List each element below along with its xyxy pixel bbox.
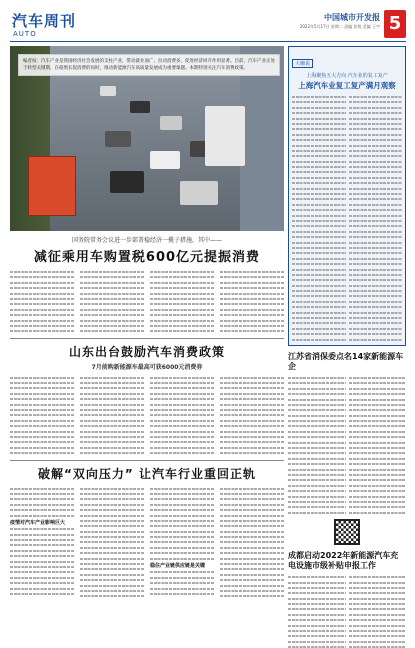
article1-kicker: 国务院常务会议进一步部署稳经济一揽子措施，其中—— [71,237,222,244]
article3-subhead1: 疫情对汽车产业影响巨大 [10,519,66,526]
page-number: 5 [384,10,406,38]
feature-box [288,46,406,346]
divider [10,338,284,339]
bus [28,156,76,216]
paper-name: 中国城市开发报 [324,13,380,22]
article3-headline: 破解“双向压力” 让汽车行业重回正轨 [38,466,256,481]
article1-body [10,269,284,334]
photo-caption: 编者按：汽车产业是我国经济社会发展的支柱产业，带动就业面广、拉动消费多，促进经济回升作用显著。目前，汽车产业正处于转型关键期，在稳增长促消费的同时，推动新能源汽车高质量发展成为重要课题。本期特别关注汽车消费政策。 [18,54,280,76]
section-subtitle: AUTO [13,30,37,38]
article3-subhead2: 稳住产业链供应链是关键 [150,563,206,570]
article2-headline: 山东出台鼓励汽车消费政策 [68,344,225,359]
jiangsu-headline: 江苏省消保委点名14家新能源车企 [288,351,404,371]
section-title: 汽车周刊 [12,12,77,30]
masthead [10,8,406,42]
article2-subtitle: 7月前购新能源车最高可获6000元消费券 [91,363,203,371]
traffic-photo [10,46,284,231]
chengdu-headline: 成都启动2022年新能源汽车充电设施市级补贴申报工作 [288,551,399,571]
article3-body [10,486,284,599]
feature-tag: 大咖说 [292,59,313,68]
divider [10,460,284,461]
article2-body [10,375,284,456]
feature-kicker: 上海聚焦五大方向 汽车业的复工复产 [306,73,388,79]
article1-headline: 减征乘用车购置税600亿元提振消费 [33,250,261,265]
right-column [288,46,406,648]
feature-title: 上海汽车业复工复产满月观察 [298,81,396,90]
issue-meta: 2022年5月17日 星期二 责编 张悦 美编 王宇 [299,24,380,29]
main-column [10,46,284,599]
qr-code[interactable] [334,519,360,545]
